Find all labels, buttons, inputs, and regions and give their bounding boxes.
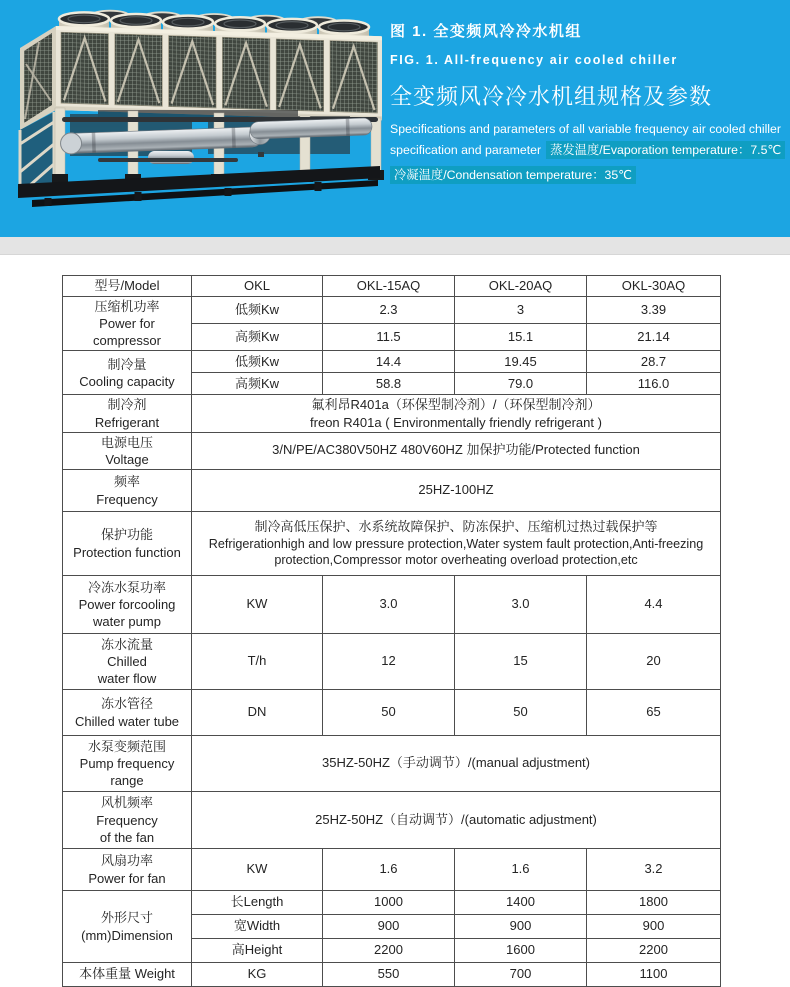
cell-fan-freq-value: 25HZ-50HZ（自动调节）/(automatic adjustment)	[192, 792, 721, 849]
label-en: Pump frequency	[79, 756, 175, 772]
label-en: Power forcooling	[78, 597, 176, 613]
table-cell: 3.0	[323, 576, 455, 634]
label-zh: 冷冻水泵功率	[87, 579, 166, 595]
cell-model-okl20: OKL-20AQ	[455, 276, 587, 297]
label-en: (mm)Dimension	[81, 927, 173, 943]
table-cell: 900	[323, 915, 455, 939]
label-zh: 风机频率	[100, 795, 153, 811]
cell-frequency-label	[63, 470, 192, 512]
label-en: Cooling capacity	[79, 373, 175, 389]
cell-model-label: 型号/Model	[63, 276, 192, 297]
table-row	[63, 576, 721, 634]
table-cell: 3.0	[455, 576, 587, 634]
cell-water-flow-label	[63, 634, 192, 690]
spec-prefix: specification and parameter	[390, 143, 542, 158]
table-cell: 1100	[587, 963, 721, 987]
cell-unit: KG	[192, 963, 323, 987]
cell-fan-freq-label	[63, 792, 192, 849]
figure-caption-zh: 图 1. 全变频风冷冷水机组	[390, 23, 582, 40]
table-cell: 20	[587, 634, 721, 690]
label-en: Refrigerant	[94, 414, 160, 430]
table-cell: 12	[323, 634, 455, 690]
table-cell: 3.2	[587, 849, 721, 891]
table-cell: 550	[323, 963, 455, 987]
cell-series: OKL	[192, 276, 323, 297]
value-en: freon R401a ( Environmentally friendly refrigerant )	[310, 414, 602, 430]
cell-unit: 高Height	[192, 939, 323, 963]
section-subtitle-en: Specifications and parameters of all variable frequency air cooled chiller	[390, 122, 781, 136]
label-en: Power for fan	[88, 870, 166, 886]
table-cell: 3.39	[587, 297, 721, 324]
cell-compressor-power-label	[63, 297, 192, 351]
label-en: Chilled water tube	[74, 713, 180, 729]
table-cell: 4.4	[587, 576, 721, 634]
hero-text-block	[390, 20, 788, 188]
cell-unit: 低频Kw	[192, 351, 323, 373]
table-cell: 1.6	[455, 849, 587, 891]
table-cell: 116.0	[587, 373, 721, 395]
table-cell: 2.3	[323, 297, 455, 324]
value-zh: 氟利昂R401a（环保型制冷剂）/（环保型制冷剂）	[311, 397, 601, 413]
hero-banner	[0, 0, 790, 237]
table-row	[63, 470, 721, 512]
cell-unit: KW	[192, 849, 323, 891]
cell-pump-power-label	[63, 576, 192, 634]
cell-unit: 高频Kw	[192, 324, 323, 351]
label-en: Protection function	[73, 544, 181, 560]
table-cell: 19.45	[455, 351, 587, 373]
label-zh: 冻水管径	[100, 696, 153, 712]
label-en: water flow	[97, 671, 157, 687]
table-cell: 3	[455, 297, 587, 324]
table-cell: 28.7	[587, 351, 721, 373]
label-zh: 风扇功率	[100, 853, 153, 869]
table-row	[63, 891, 721, 915]
evaporation-temp-badge: 蒸发温度/Evaporation temperature：7.5℃	[546, 141, 785, 159]
value-zh: 制冷高低压保护、水系统故障保护、防冻保护、压缩机过热过载保护等	[254, 519, 658, 535]
cell-pump-freq-label	[63, 736, 192, 792]
label-zh: 水泵变频范围	[87, 738, 166, 754]
label-en: of the fan	[99, 829, 155, 845]
table-row	[63, 963, 721, 987]
table-row-header	[63, 276, 721, 297]
cell-fan-power-label	[63, 849, 192, 891]
label-zh: 电源电压	[100, 434, 153, 450]
label-zh: 频率	[113, 474, 140, 490]
table-row	[63, 351, 721, 373]
table-row	[63, 512, 721, 576]
table-cell: 1.6	[323, 849, 455, 891]
cell-unit: 长Length	[192, 891, 323, 915]
label-en: Chilled	[107, 654, 147, 670]
cell-unit: KW	[192, 576, 323, 634]
table-row	[63, 634, 721, 690]
value-en: Refrigerationhigh and low pressure protection,Water system fault protection,Anti-freezing protection,Compressor motor overheating overload protection,etc	[208, 536, 704, 568]
cell-weight-label: 本体重量 Weight	[63, 963, 192, 987]
label-en: Voltage	[105, 451, 149, 467]
spec-table-section	[0, 255, 790, 987]
table-row	[63, 690, 721, 736]
table-cell: 900	[587, 915, 721, 939]
table-cell: 1400	[455, 891, 587, 915]
condensation-temp-badge: 冷凝温度/Condensation temperature：35℃	[390, 166, 636, 184]
table-cell: 1600	[455, 939, 587, 963]
table-cell: 1000	[323, 891, 455, 915]
label-en: Frequency	[96, 491, 158, 507]
cell-protection-label	[63, 512, 192, 576]
chiller-photo	[8, 2, 386, 235]
table-cell: 50	[455, 690, 587, 736]
label-zh: 外形尺寸	[100, 910, 153, 926]
table-row	[63, 792, 721, 849]
spec-parameter-line	[390, 141, 788, 159]
table-cell: 50	[323, 690, 455, 736]
label-zh: 制冷量	[107, 356, 147, 372]
figure-caption-en: FIG. 1. All-frequency air cooled chiller	[390, 53, 678, 67]
table-row	[63, 736, 721, 792]
cell-unit: T/h	[192, 634, 323, 690]
table-cell: 700	[455, 963, 587, 987]
table-cell: 65	[587, 690, 721, 736]
table-cell: 2200	[587, 939, 721, 963]
label-zh: 压缩机功率	[94, 299, 160, 314]
table-row	[63, 297, 721, 324]
table-cell: 58.8	[323, 373, 455, 395]
divider-strip	[0, 237, 790, 255]
table-row	[63, 849, 721, 891]
cell-unit: 高频Kw	[192, 373, 323, 395]
table-cell: 15.1	[455, 324, 587, 351]
table-cell: 15	[455, 634, 587, 690]
cell-dimension-label	[63, 891, 192, 963]
table-cell: 79.0	[455, 373, 587, 395]
table-cell: 900	[455, 915, 587, 939]
cell-voltage-label	[63, 432, 192, 469]
table-cell: 1800	[587, 891, 721, 915]
cell-refrigerant-value	[192, 395, 721, 432]
table-cell: 11.5	[323, 324, 455, 351]
cell-protection-value	[192, 512, 721, 576]
base-skid	[18, 166, 384, 207]
label-en: Frequency	[96, 812, 158, 828]
label-en: Power for compressor	[93, 316, 161, 349]
cell-pump-freq-value: 35HZ-50HZ（手动调节）/(manual adjustment)	[192, 736, 721, 792]
cell-model-okl15: OKL-15AQ	[323, 276, 455, 297]
condensation-line	[390, 166, 788, 184]
label-zh: 冻水流量	[100, 636, 153, 652]
cabinet-front	[56, 26, 382, 120]
spec-table	[62, 275, 721, 987]
cell-unit: 宽Width	[192, 915, 323, 939]
table-row	[63, 395, 721, 432]
cell-cooling-capacity-label	[63, 351, 192, 395]
cell-unit: DN	[192, 690, 323, 736]
cell-unit: 低频Kw	[192, 297, 323, 324]
cell-frequency-value: 25HZ-100HZ	[192, 470, 721, 512]
table-row	[63, 432, 721, 469]
table-cell: 2200	[323, 939, 455, 963]
table-cell: 14.4	[323, 351, 455, 373]
label-en: range	[110, 773, 144, 789]
table-cell: 21.14	[587, 324, 721, 351]
label-en: water pump	[93, 614, 161, 630]
label-zh: 制冷剂	[107, 397, 147, 413]
cell-voltage-value: 3/N/PE/AC380V50HZ 480V60HZ 加保护功能/Protected function	[192, 432, 721, 469]
cell-model-okl30: OKL-30AQ	[587, 276, 721, 297]
cell-water-tube-label	[63, 690, 192, 736]
cell-refrigerant-label	[63, 395, 192, 432]
label-zh: 保护功能	[100, 527, 153, 543]
section-title-zh: 全变频风冷冷水机组规格及参数	[390, 84, 713, 109]
